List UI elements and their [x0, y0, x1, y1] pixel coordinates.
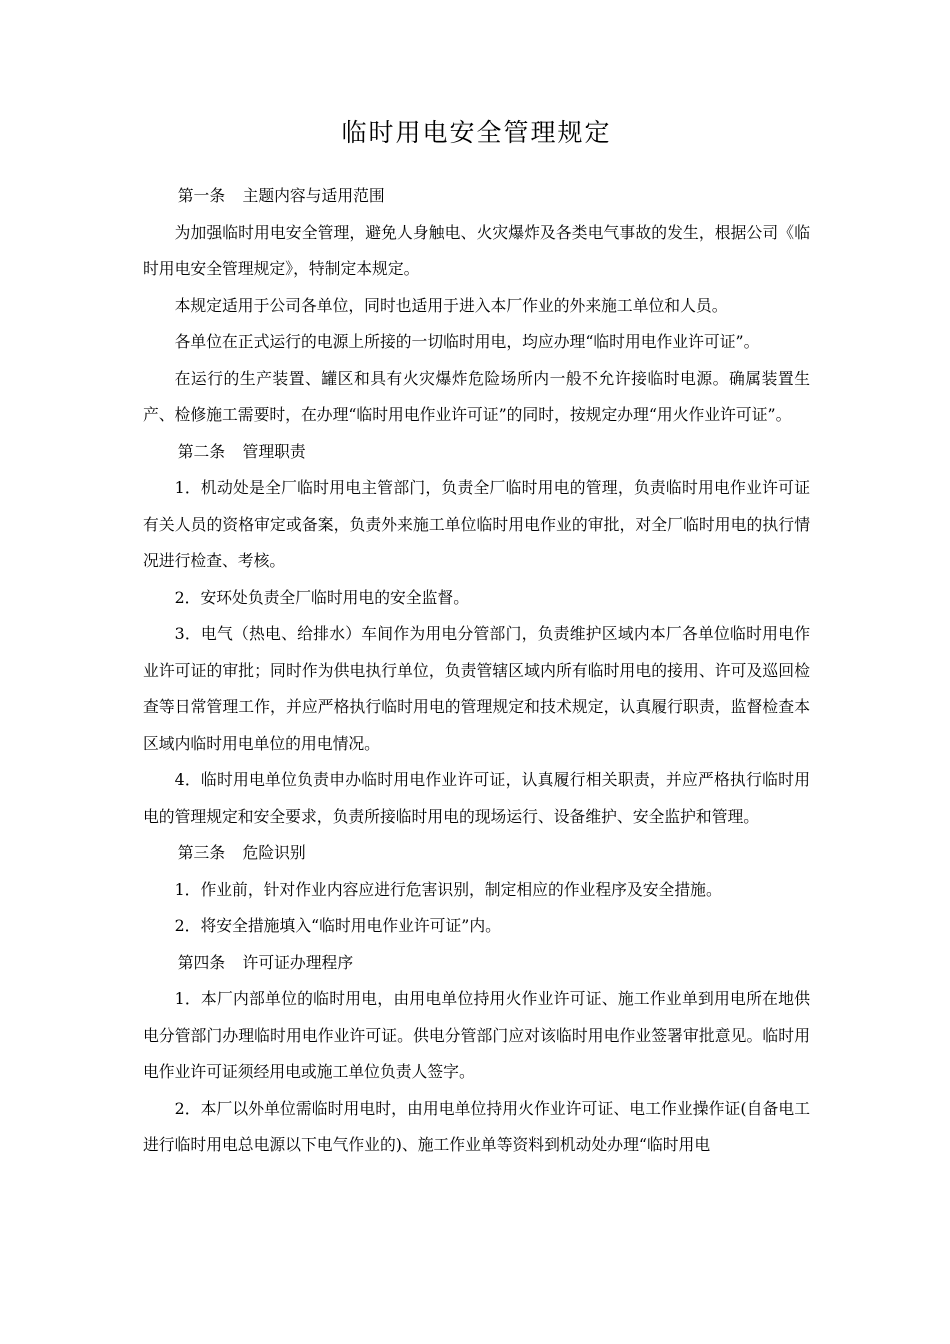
section-heading-text: 许可证办理程序: [242, 952, 354, 972]
section-heading: [143, 178, 810, 215]
section-number: 第一条: [177, 186, 226, 205]
section-number: 第三条: [177, 843, 226, 862]
section-heading-text: 危险识别: [242, 843, 306, 862]
section-1: [143, 178, 810, 434]
paragraph: 1．机动处是全厂临时用电主管部门，负责全厂临时用电的管理，负责临时用电作业许可证有关人员的资格审定或备案，负责外来施工单位临时用电作业的审批，对全厂临时用电的执行情况进行检查、考核。: [143, 478, 810, 570]
section-number: 第二条: [177, 441, 226, 461]
paragraph: 1．作业前，针对作业内容应进行危害识别，制定相应的作业程序及安全措施。: [174, 879, 722, 899]
paragraph: 2．安环处负责全厂临时用电的安全监督。: [174, 587, 469, 607]
paragraph: 1．本厂内部单位的临时用电，由用电单位持用火作业许可证、施工作业单到用电所在地供电分管部门办理临时用电作业许可证。供电分管部门应对该临时用电作业签署审批意见。临时用电作业许可证须经用电或施工单位负责人签字。: [143, 989, 810, 1081]
paragraph: 2．本厂以外单位需临时用电时，由用电单位持用火作业许可证、电工作业操作证(自备电工进行临时用电总电源以下电气作业的)、施工作业单等资料到机动处办理“临时用电: [143, 1098, 810, 1154]
paragraph: 4．临时用电单位负责申办临时用电作业许可证，认真履行相关职责，并应严格执行临时用电的管理规定和安全要求，负责所接临时用电的现场运行、设备维护、安全监护和管理。: [143, 770, 810, 826]
document-title: 临时用电安全管理规定: [341, 118, 612, 147]
paragraph: 各单位在正式运行的电源上所接的一切临时用电，均应办理“临时用电作业许可证”。: [174, 332, 760, 351]
section-2: [143, 434, 810, 836]
paragraph: 2．将安全措施填入“临时用电作业许可证”内。: [174, 916, 501, 935]
paragraph: 在运行的生产装置、罐区和具有火灾爆炸危险场所内一般不允许接临时电源。确属装置生产、检修施工需要时，在办理“临时用电作业许可证”的同时，按规定办理“用火作业许可证”。: [143, 368, 810, 424]
paragraph: 为加强临时用电安全管理，避免人身触电、火灾爆炸及各类电气事故的发生，根据公司《临时用电安全管理规定》，特制定本规定。: [143, 222, 810, 278]
section-heading-text: 管理职责: [242, 441, 306, 461]
section-3: [143, 835, 810, 945]
paragraph: 本规定适用于公司各单位，同时也适用于进入本厂作业的外来施工单位和人员。: [174, 295, 728, 315]
section-4: [143, 945, 810, 1164]
paragraph: 3．电气（热电、给排水）车间作为用电分管部门，负责维护区域内本厂各单位临时用电作业许可证的审批；同时作为供电执行单位，负责管辖区域内所有临时用电的接用、许可及巡回检查等日常管理工作，并应严格执行临时用电的管理规定和技术规定，认真履行职责，监督检查本区域内临时用电单位的用电情况。: [143, 624, 810, 753]
section-heading: [143, 945, 810, 982]
section-heading: [143, 434, 810, 471]
section-number: 第四条: [177, 952, 226, 972]
section-heading-text: 主题内容与适用范围: [242, 186, 385, 205]
section-heading: [143, 835, 810, 872]
